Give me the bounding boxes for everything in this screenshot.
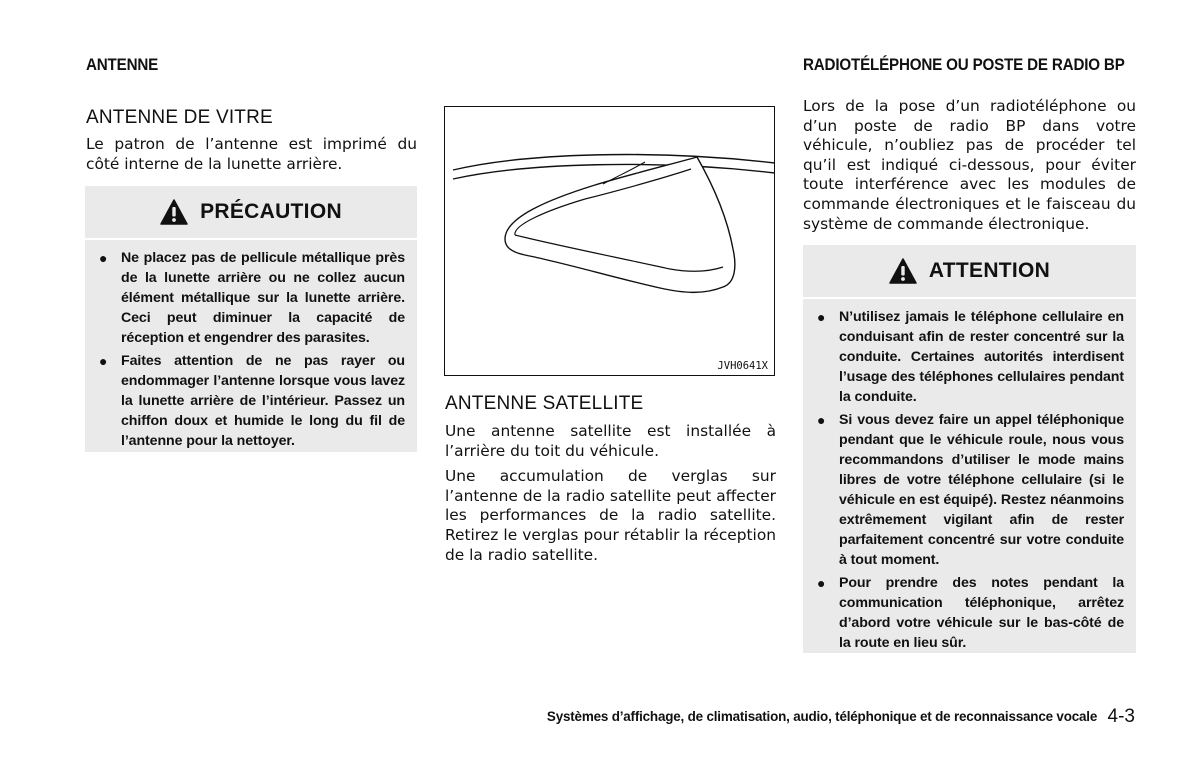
section-heading-antenne: ANTENNE [86, 56, 159, 74]
radiotelephone-intro [803, 97, 1136, 240]
satellite-antenna-figure [444, 106, 775, 376]
section-heading-radiotelephone: RADIOTÉLÉPHONE OU POSTE DE RADIO BP [803, 56, 1125, 74]
caution-item: ● Ne placez pas de pellicule métallique près de la lunette arrière ou ne collez aucun élément métallique sur la lunette arrière. Ceci peut diminuer la capacité de réception et engendrer des parasites. [99, 250, 405, 346]
radiotelephone-paragraph: Lors de la pose d’un radiotéléphone ou d’un poste de radio BP dans votre véhicule, n’oubliez pas de procéder tel qu’il est indiqué ci-dessous, pour éviter toute interférence avec les modules de commande électroniques et le faisceau du système de commande électronique. [803, 97, 1136, 233]
glass-antenna-text [86, 135, 417, 180]
glass-antenna-paragraph: Le patron de l’antenne est imprimé du côté interne de la lunette arrière. [86, 135, 417, 173]
footer-chapter-title: Systèmes d’affichage, de climatisation, audio, téléphonique et de reconnaissance vocale [547, 708, 1098, 724]
warning-triangle-icon [889, 258, 917, 284]
warning-triangle-icon [160, 199, 188, 225]
satellite-paragraph: Une accumulation de verglas sur l’antenne de la radio satellite peut affecter les performances de la radio satellite. Retirez le verglas pour rétablir la réception de la radio satellite. [445, 467, 776, 564]
attention-title: ATTENTION [928, 259, 1051, 282]
page-number: 4-3 [1107, 706, 1135, 727]
caution-header [85, 186, 417, 240]
satellite-antenna-text [445, 422, 776, 571]
figure-caption: JVH0641X [717, 360, 768, 372]
caution-item: ● Faites attention de ne pas rayer ou endommager l’antenne lorsque vous lavez la lunette arrière de l’intérieur. Passez un chiffon doux et humide le long du fil de l’antenne pour la nettoyer. [99, 353, 405, 449]
caution-list [85, 240, 417, 462]
attention-list [803, 299, 1136, 664]
attention-header [803, 245, 1136, 299]
glass-antenna-title: ANTENNE DE VITRE [86, 107, 273, 128]
caution-box [85, 186, 417, 452]
page-footer [0, 706, 1135, 728]
caution-title: PRÉCAUTION [200, 200, 342, 223]
attention-item: ● Si vous devez faire un appel téléphonique pendant que le véhicule roule, nous vous recommandons d’utiliser le mode mains libres de votre téléphone cellulaire (si le véhicule en est équipé). Restez néanmoins extrêmement vigilant afin de rester parfaitement concentré sur votre conduite à tout moment. [817, 412, 1124, 568]
attention-box [803, 245, 1136, 653]
satellite-paragraph: Une antenne satellite est installée à l’arrière du toit du véhicule. [445, 422, 776, 460]
attention-item: ● N’utilisez jamais le téléphone cellulaire en conduisant afin de rester concentré sur la conduite. Certaines autorités interdisent l’usage des téléphones cellulaires pendant la conduite. [817, 309, 1124, 405]
satellite-antenna-title: ANTENNE SATELLITE [445, 393, 644, 414]
attention-item: ● Pour prendre des notes pendant la communication téléphonique, arrêtez d’abord votre véhicule sur le bas-côté de la route en lieu sûr. [817, 575, 1124, 651]
shark-fin-antenna-illustration [445, 107, 776, 377]
